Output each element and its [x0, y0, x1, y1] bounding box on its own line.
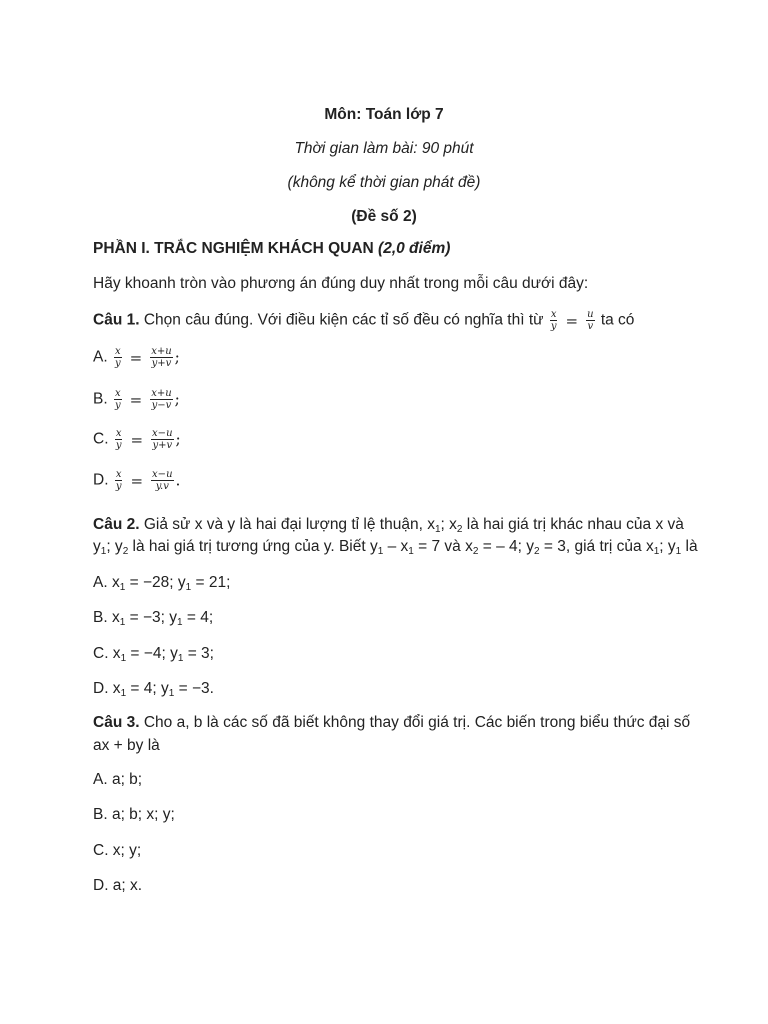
- equals-sign: =: [565, 311, 579, 330]
- fraction: $\frac{u}{v}$: [587, 309, 594, 332]
- fraction: $\frac{x}{y}$: [550, 309, 557, 332]
- section-points: (2,0 điểm): [378, 240, 451, 257]
- equals-sign: =: [130, 430, 144, 449]
- q2-option-d[interactable]: D. $x_1 = 4$; $y_1 = -3$.: [93, 680, 214, 699]
- fraction: $\frac{x-u}{y+v}$: [152, 428, 173, 451]
- option-letter: A.: [93, 348, 108, 366]
- question-1-text-end: ta có: [600, 311, 635, 329]
- fraction: $\frac{x+u}{y+v}$: [151, 346, 172, 369]
- q3-option-c[interactable]: C. x; y;: [93, 842, 142, 859]
- q3-option-d[interactable]: D. a; x.: [93, 877, 143, 894]
- question-2-text: Giả sử x và y là hai đại lượng tỉ lệ thuận, $x_1$; $x_2$ là hai giá trị khác nhau của x và: [143, 516, 684, 535]
- fraction: $\frac{x}{y}$: [115, 428, 122, 451]
- section-title: PHẦN I. TRẮC NGHIỆM KHÁCH QUAN: [93, 240, 374, 257]
- time-limit: Thời gian làm bài: 90 phút: [294, 140, 474, 157]
- q1-option-d[interactable]: [93, 469, 180, 492]
- subject-title: Môn: Toán lớp 7: [324, 106, 444, 123]
- question-3-text: Cho a, b là các số đã biết không thay đổi giá trị. Các biến trong biểu thức đại số: [143, 714, 691, 731]
- question-3-label: Câu 3.: [93, 714, 140, 731]
- option-end: ;: [174, 348, 180, 367]
- equals-sign: =: [129, 390, 143, 409]
- q1-option-a[interactable]: [93, 346, 180, 369]
- fraction: $\frac{x-u}{y.v}$: [152, 469, 173, 492]
- fraction: $\frac{x+u}{y-v}$: [151, 388, 172, 411]
- option-end: .: [175, 471, 181, 490]
- section-instruction: Hãy khoanh tròn vào phương án đúng duy nhất trong mỗi câu dưới đây:: [93, 275, 589, 292]
- q2-option-a[interactable]: A. $x_1 = -28$; $y_1 = 21$;: [93, 574, 231, 593]
- time-note: (không kể thời gian phát đề): [287, 174, 481, 191]
- q1-option-b[interactable]: [93, 388, 180, 411]
- option-letter: D.: [93, 471, 109, 489]
- option-end: ;: [175, 430, 181, 449]
- option-letter: B.: [93, 390, 108, 408]
- q2-option-b[interactable]: B. $x_1 = -3$; $y_1 = 4$;: [93, 609, 214, 628]
- question-2: [93, 516, 684, 534]
- q2-option-c[interactable]: C. $x_1 = -4$; $y_1 = 3$;: [93, 645, 214, 664]
- question-2-label: Câu 2.: [93, 516, 140, 533]
- equals-sign: =: [130, 471, 144, 490]
- option-letter: C.: [93, 430, 109, 448]
- question-3: [93, 714, 690, 732]
- question-1-text: Chọn câu đúng. Với điều kiện các tỉ số đều có nghĩa thì từ: [143, 311, 544, 329]
- option-end: ;: [174, 390, 180, 409]
- section-heading: [93, 240, 450, 258]
- question-3-line-2: ax + by là: [93, 737, 160, 754]
- question-1-label: Câu 1.: [93, 311, 140, 329]
- equals-sign: =: [129, 348, 143, 367]
- q1-option-c[interactable]: [93, 428, 181, 451]
- q3-option-a[interactable]: A. a; b;: [93, 771, 143, 788]
- question-1: [93, 309, 634, 332]
- q3-option-b[interactable]: B. a; b; x; y;: [93, 806, 175, 823]
- question-2-line-2: $y_1$; $y_2$ là hai giá trị tương ứng của y. Biết $y_1 - x_1 = 7$ và $x_2$ = – 4; $y_2 = 3$, giá trị của $x_1$; $y_1$ là: [93, 538, 698, 557]
- fraction: $\frac{x}{y}$: [114, 346, 121, 369]
- fraction: $\frac{x}{y}$: [114, 388, 121, 411]
- exam-number: (Đề số 2): [351, 208, 417, 225]
- fraction: $\frac{x}{y}$: [115, 469, 122, 492]
